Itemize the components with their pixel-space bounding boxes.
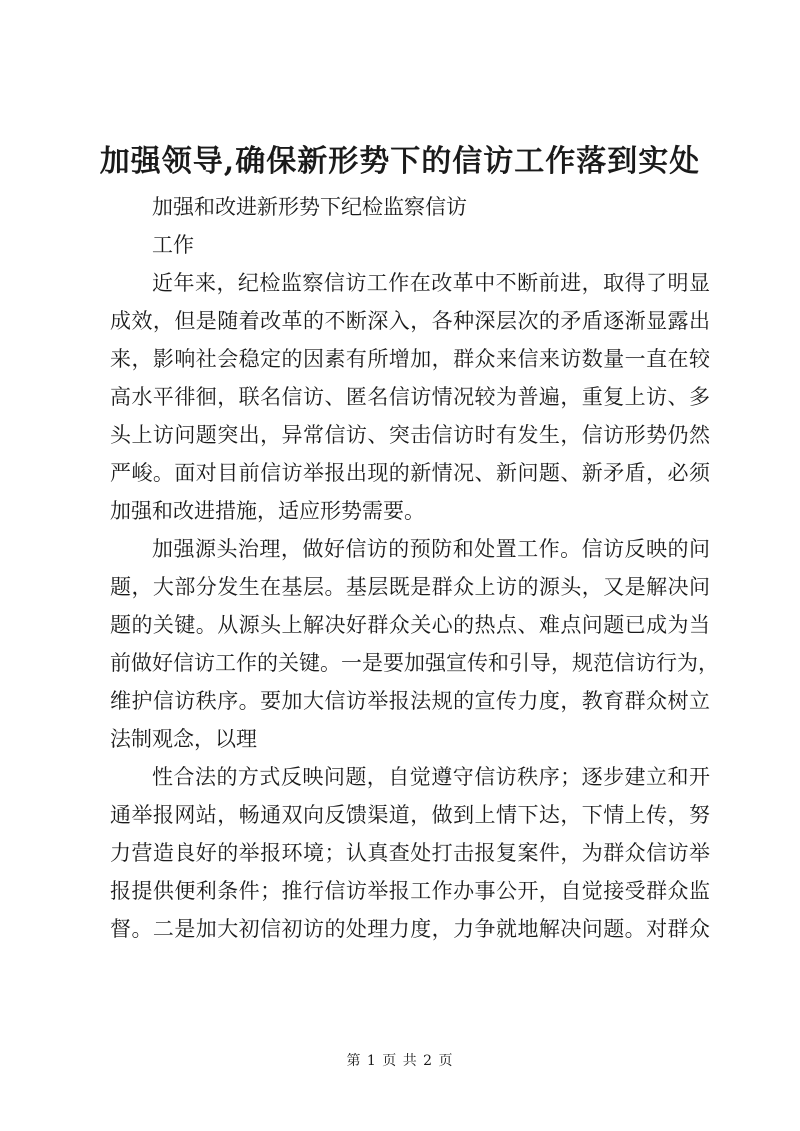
paragraph-line: 题的关键。从源头上解决好群众关心的热点、难点问题已成为当 xyxy=(110,613,710,637)
paragraph-line: 通举报网站，畅通双向反馈渠道，做到上情下达，下情上传，努 xyxy=(110,803,710,827)
paragraph-line: 高水平徘徊，联名信访、匿名信访情况较为普遍，重复上访、多 xyxy=(110,385,710,409)
paragraph-line: 性合法的方式反映问题，自觉遵守信访秩序；逐步建立和开 xyxy=(152,765,710,789)
subtitle-line: 工作 xyxy=(152,233,194,257)
paragraph xyxy=(110,758,710,948)
paragraph-line: 来，影响社会稳定的因素有所增加，群众来信来访数量一直在较 xyxy=(110,347,710,371)
page-footer: 第 1 页 共 2 页 xyxy=(346,1053,454,1069)
paragraph-line: 题，大部分发生在基层。基层既是群众上访的源头，又是解决问 xyxy=(110,575,710,599)
paragraph-line: 头上访问题突出，异常信访、突击信访时有发生，信访形势仍然 xyxy=(110,423,710,447)
paragraph-line: 近年来，纪检监察信访工作在改革中不断前进，取得了明显 xyxy=(152,271,710,295)
paragraph-line: 严峻。面对目前信访举报出现的新情况、新问题、新矛盾，必须 xyxy=(110,461,710,485)
paragraph-line: 加强源头治理，做好信访的预防和处置工作。信访反映的问 xyxy=(152,537,710,561)
paragraph-line: 维护信访秩序。要加大信访举报法规的宣传力度，教育群众树立 xyxy=(110,689,710,713)
paragraph-line: 前做好信访工作的关键。一是要加强宣传和引导，规范信访行为， xyxy=(110,651,719,675)
paragraph xyxy=(110,264,710,530)
paragraph-line: 督。二是加大初信初访的处理力度，力争就地解决问题。对群众 xyxy=(110,917,710,941)
document-title: 加强领导,确保新形势下的信访工作落到实处 xyxy=(99,144,701,179)
paragraph-line: 法制观念，以理 xyxy=(110,727,257,751)
subtitle-line: 加强和改进新形势下纪检监察信访 xyxy=(152,195,467,219)
document-body xyxy=(110,188,719,948)
paragraph-line: 力营造良好的举报环境；认真查处打击报复案件，为群众信访举 xyxy=(110,841,710,865)
paragraph xyxy=(110,530,719,758)
paragraph-line: 成效，但是随着改革的不断深入，各种深层次的矛盾逐渐显露出 xyxy=(110,309,710,333)
paragraph-line: 加强和改进措施，适应形势需要。 xyxy=(110,499,425,523)
paragraph-line: 报提供便利条件；推行信访举报工作办事公开，自觉接受群众监 xyxy=(110,879,710,903)
